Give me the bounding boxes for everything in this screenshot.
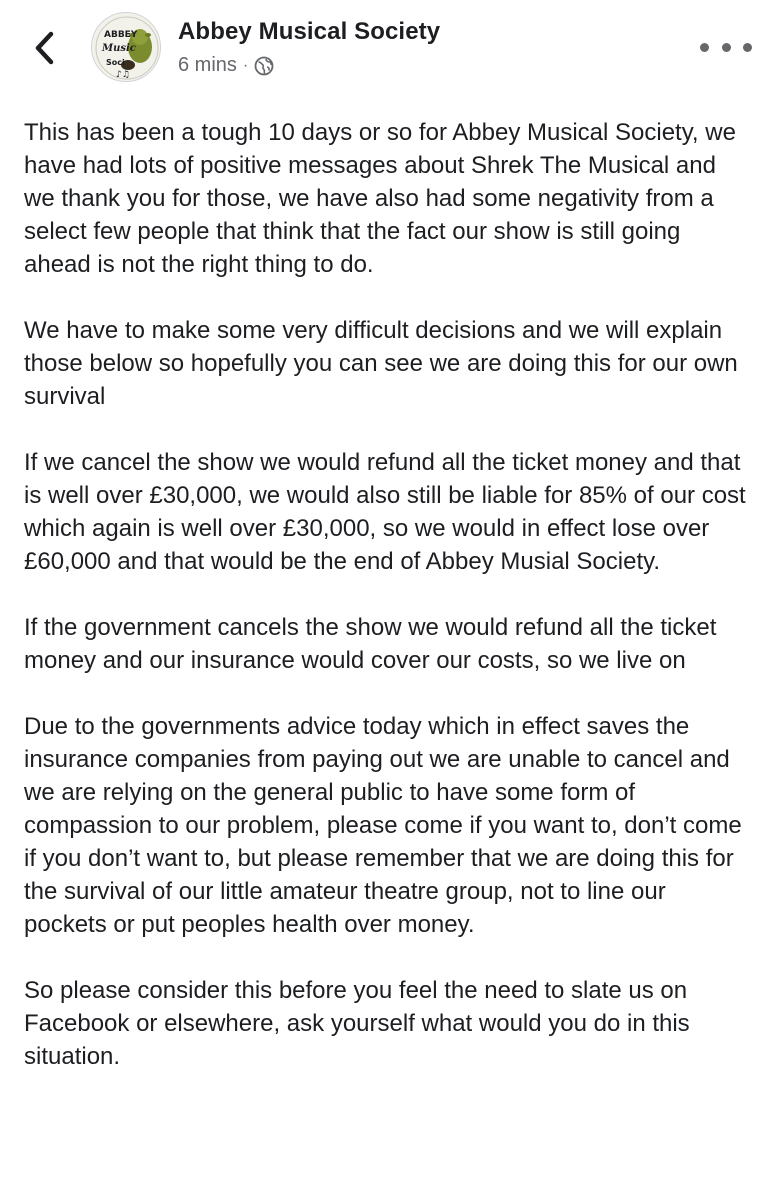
post-paragraph: Due to the governments advice today which in effect saves the insurance companies from paying out we are unable to cancel and we are relying on the general public to have some form of compassion to our problem, please come if you want to, don’t come if you don’t want to, but please remember that we are doing this for the survival of our little amateur theatre group, not to line our pockets or put peoples health over money. <box>24 713 742 938</box>
more-dot <box>743 43 752 52</box>
logo-line2: Music <box>102 43 136 54</box>
more-dot <box>700 43 709 52</box>
back-button[interactable] <box>22 26 66 70</box>
logo-line1: ABBEY <box>104 30 138 40</box>
chevron-left-icon <box>33 31 55 65</box>
post-body <box>24 116 749 1073</box>
meta-separator: · <box>242 56 249 74</box>
post-paragraph: This has been a tough 10 days or so for Abbey Musical Society, we have had lots of positive messages about Shrek The Musical and we thank you for those, we have also had some negativity from a select few people that think that the fact our show is still going ahead is not the right thing to do. <box>24 119 736 278</box>
post-paragraph: We have to make some very difficult decisions and we will explain those below so hopefully you can see we are doing this for our own survival <box>24 317 738 410</box>
page-name[interactable]: Abbey Musical Society <box>178 18 441 45</box>
post-paragraph: If we cancel the show we would refund all the ticket money and that is well over £30,000, we would also still be liable for 85% of our cost which again is well over £30,000, so we would in effect lose over £60,000 and that would be the end of Abbey Musial Society. <box>24 449 746 575</box>
more-dot <box>722 43 731 52</box>
post-meta <box>178 54 274 77</box>
post-paragraph: So please consider this before you feel the need to slate us on Facebook or elsewhere, ask yourself what would you do in this situation. <box>24 977 690 1070</box>
page-avatar[interactable] <box>91 12 161 82</box>
svg-text:♪♫: ♪♫ <box>116 70 130 80</box>
abbey-logo <box>92 13 161 82</box>
timestamp[interactable]: 6 mins <box>178 54 237 76</box>
more-options-button[interactable] <box>700 32 752 62</box>
post-header <box>0 0 767 96</box>
post-paragraph: If the government cancels the show we would refund all the ticket money and our insurance would cover our costs, so we live on <box>24 614 717 674</box>
globe-icon <box>254 56 274 76</box>
logo-line3: Soci <box>106 58 125 67</box>
